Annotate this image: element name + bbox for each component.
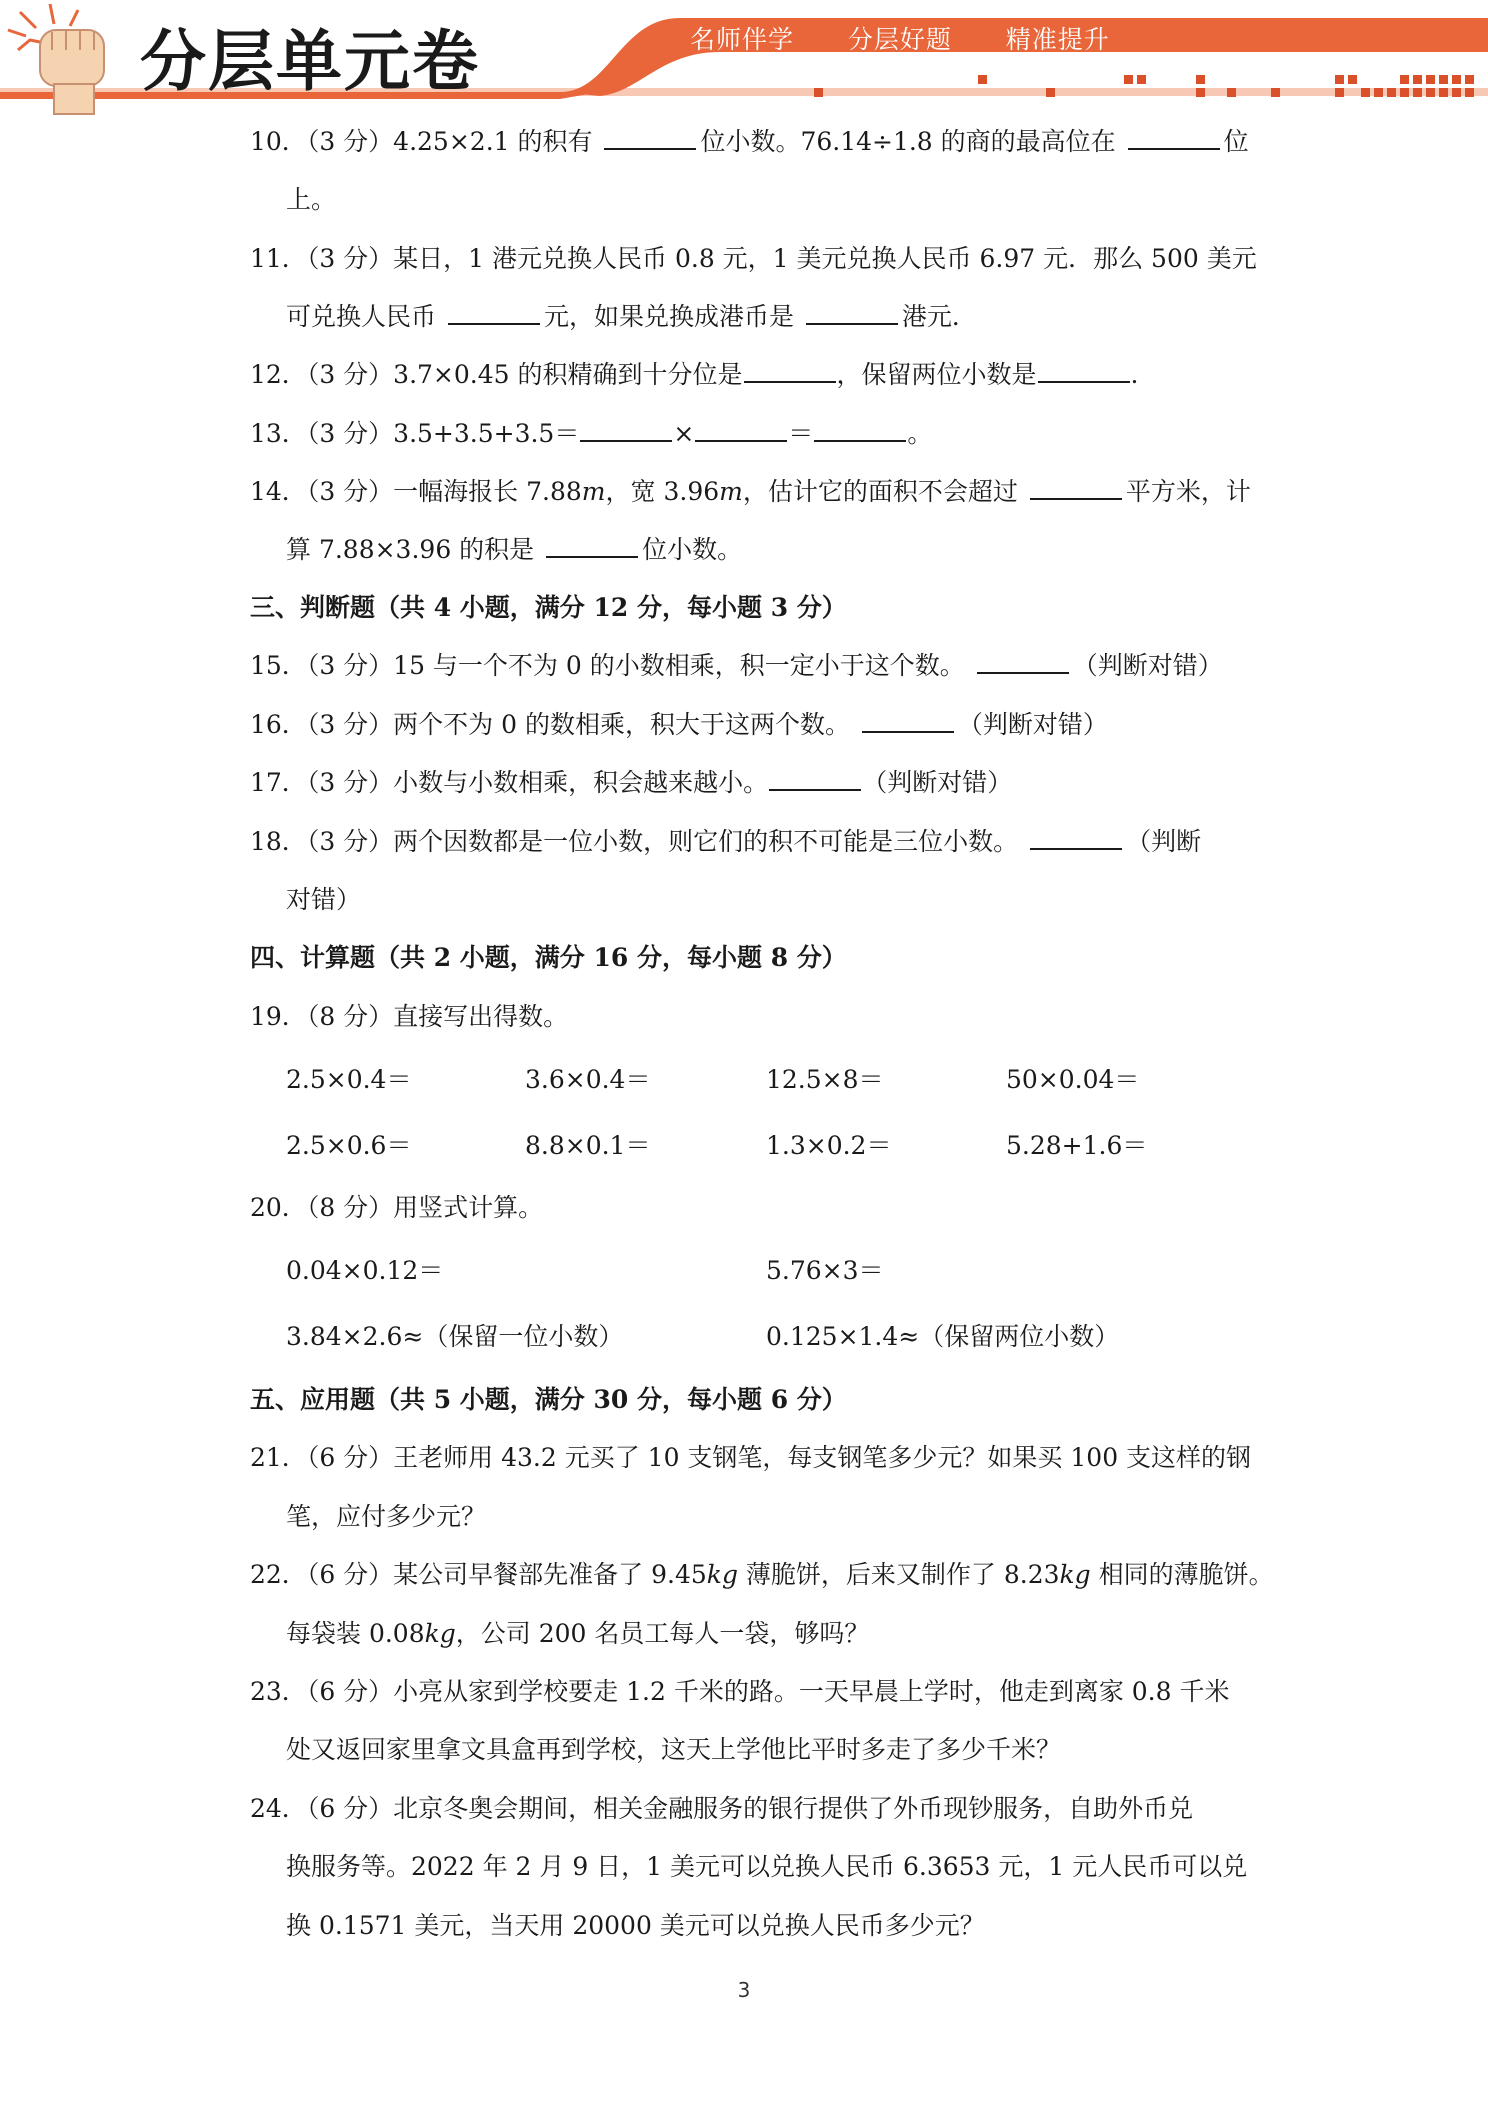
question-number: 24． [250,1794,307,1823]
header-slogan: 名师伴学 分层好题 精准提升 [690,25,1110,54]
question-number: 21． [250,1443,307,1472]
question-22 [250,1559,1274,1591]
question-text: （判断 [1126,827,1202,856]
calc-item: 2.5×0.4＝ [286,1065,412,1094]
section-heading-3: 三、判断题（共 4 小题，满分 12 分，每小题 3 分） [250,593,847,622]
question-text: 对错） [286,885,362,914]
question-10-cont [286,184,336,216]
answer-blank[interactable] [744,359,836,383]
question-14-cont [286,534,742,566]
calc-item: 1.3×0.2＝ [766,1131,892,1160]
answer-blank[interactable] [1030,476,1122,500]
question-text: 处又返回家里拿文具盒再到学校，这天上学他比平时多走了多少千米？ [286,1735,1062,1764]
question-13 [250,418,932,450]
question-24-cont [286,1910,985,1942]
question-score: （6 分） [306,1443,394,1472]
question-18-cont [286,884,361,916]
question-text: 两个因数都是一位小数，则它们的积不可能是三位小数。 [393,827,1027,856]
calc-item: 3.84×2.6≈（保留一位小数） [286,1322,624,1351]
answer-blank[interactable] [1038,359,1130,383]
question-score: （3 分） [306,768,394,797]
question-11-cont [286,301,977,333]
question-text: 每袋装 0.08 [286,1619,425,1648]
calc-item: 0.125×1.4≈（保留两位小数） [766,1322,1120,1351]
question-number: 13． [250,419,307,448]
question-24-cont [286,1851,1247,1883]
answer-blank[interactable] [1030,826,1122,850]
question-number: 17． [250,768,307,797]
unit-text: kg [424,1619,456,1648]
question-text: 某日，1 港元兑换人民币 0.8 元，1 美元兑换人民币 6.97 元．那么 500 美元 [393,244,1257,273]
answer-blank[interactable] [448,301,540,325]
question-number: 19． [250,1002,307,1031]
calc-item: 5.76×3＝ [766,1256,884,1285]
calc-item: 12.5×8＝ [766,1065,884,1094]
question-score: （6 分） [306,1677,394,1706]
question-text: 两个不为 0 的数相乘，积大于这两个数。 [393,710,858,739]
question-text: ，保留两位小数是 [836,360,1037,389]
question-text: 薄脆饼，后来又制作了 8.23 [737,1560,1060,1589]
question-text: 4.25×2.1 的积有 [393,127,601,156]
unit-text: kg [1059,1560,1091,1589]
question-19 [250,1001,568,1033]
question-text: 某公司早餐部先准备了 9.45 [393,1560,707,1589]
question-text: 换 0.1571 美元，当天用 20000 美元可以兑换人民币多少元？ [286,1911,985,1940]
question-text: 小数与小数相乘，积会越来越小。 [393,768,769,797]
question-text: 上。 [286,185,337,214]
answer-blank[interactable] [1128,126,1220,150]
question-text: 笔，应付多少元？ [286,1502,487,1531]
answer-blank[interactable] [546,534,638,558]
section-heading-5: 五、应用题（共 5 小题，满分 30 分，每小题 6 分） [250,1385,847,1414]
calc-item: 0.04×0.12＝ [286,1256,444,1285]
question-score: （3 分） [306,244,394,273]
question-text: ＝ [788,419,814,448]
question-14 [250,476,1251,508]
question-text: 。 [907,419,933,448]
question-text: ，估计它的面积不会超过 [742,477,1026,506]
question-text: 用竖式计算。 [393,1193,544,1222]
question-number: 15． [250,651,307,680]
question-number: 12． [250,360,307,389]
question-10 [250,126,1249,158]
calc-item: 3.6×0.4＝ [525,1065,651,1094]
question-score: （3 分） [306,360,394,389]
question-score: （3 分） [306,419,394,448]
calc-item: 2.5×0.6＝ [286,1131,412,1160]
section-heading-4: 四、计算题（共 2 小题，满分 16 分，每小题 8 分） [250,943,847,972]
calc-item: 5.28+1.6＝ [1006,1131,1148,1160]
question-15 [250,650,1223,682]
question-text: 位 [1223,127,1249,156]
question-text: 王老师用 43.2 元买了 10 支钢笔，每支钢笔多少元？如果买 100 支这样的钢 [393,1443,1252,1472]
calc-item: 8.8×0.1＝ [525,1131,651,1160]
question-number: 22． [250,1560,307,1589]
question-12 [250,359,1138,391]
question-number: 14． [250,477,307,506]
question-23 [250,1676,1229,1708]
answer-blank[interactable] [604,126,696,150]
question-score: （3 分） [306,651,394,680]
answer-blank[interactable] [695,418,787,442]
question-text: 北京冬奥会期间，相关金融服务的银行提供了外币现钞服务，自助外币兑 [393,1794,1194,1823]
question-text: （判断对错） [862,768,1013,797]
answer-blank[interactable] [977,650,1069,674]
question-text: 可兑换人民币 [286,302,444,331]
question-score: （3 分） [306,710,394,739]
question-number: 11． [250,244,307,273]
question-score: （6 分） [306,1560,394,1589]
answer-blank[interactable] [769,767,861,791]
question-text: 直接写出得数。 [393,1002,569,1031]
answer-blank[interactable] [806,301,898,325]
question-number: 23． [250,1677,307,1706]
answer-blank[interactable] [814,418,906,442]
unit-text: m [719,477,743,506]
question-17 [250,767,1012,799]
answer-blank[interactable] [580,418,672,442]
brand-title: 分层单元卷 [140,23,480,100]
page-number: 3 [737,1978,751,2002]
question-16 [250,709,1108,741]
question-text: 元，如果兑换成港币是 [543,302,802,331]
calc-item: 50×0.04＝ [1006,1065,1140,1094]
question-23-cont [286,1734,1061,1766]
question-20 [250,1192,543,1224]
question-11 [250,243,1257,275]
question-text: ，公司 200 名员工每人一袋，够吗？ [455,1619,870,1648]
question-text: 算 7.88×3.96 的积是 [286,535,543,564]
question-22-cont [286,1618,869,1650]
question-text: × [673,419,695,448]
question-score: （8 分） [306,1002,394,1031]
question-score: （3 分） [306,127,394,156]
question-text: 15 与一个不为 0 的小数相乘，积一定小于这个数。 [393,651,973,680]
question-21 [250,1442,1251,1474]
question-text: ，宽 3.96 [605,477,720,506]
question-21-cont [286,1501,486,1533]
question-text: 3.7×0.45 的积精确到十分位是 [393,360,743,389]
question-number: 18． [250,827,307,856]
question-text: . [1130,360,1139,389]
question-score: （8 分） [306,1193,394,1222]
question-18 [250,826,1201,858]
question-24 [250,1793,1193,1825]
question-score: （3 分） [306,477,394,506]
page-header [0,0,1488,120]
unit-text: m [581,477,606,506]
question-score: （6 分） [306,1794,394,1823]
question-text: 小亮从家到学校要走 1.2 千米的路。一天早晨上学时，他走到离家 0.8 千米 [393,1677,1230,1706]
question-number: 10． [250,127,307,156]
question-number: 16． [250,710,307,739]
question-score: （3 分） [306,827,394,856]
question-text: 港元． [901,302,977,331]
question-text: 3.5+3.5+3.5＝ [393,419,580,448]
unit-text: kg [706,1560,738,1589]
question-text: 位小数。76.14÷1.8 的商的最高位在 [700,127,1124,156]
question-text: （判断对错） [957,710,1108,739]
question-text: 平方米，计 [1125,477,1251,506]
question-text: 相同的薄脆饼。 [1090,1560,1274,1589]
question-number: 20． [250,1193,307,1222]
question-text: 一幅海报长 7.88 [393,477,582,506]
question-text: （判断对错） [1072,651,1223,680]
question-text: 换服务等。2022 年 2 月 9 日，1 美元可以兑换人民币 6.3653 元，1 元人民币可以兑 [286,1852,1248,1881]
answer-blank[interactable] [862,709,954,733]
question-text: 位小数。 [642,535,743,564]
